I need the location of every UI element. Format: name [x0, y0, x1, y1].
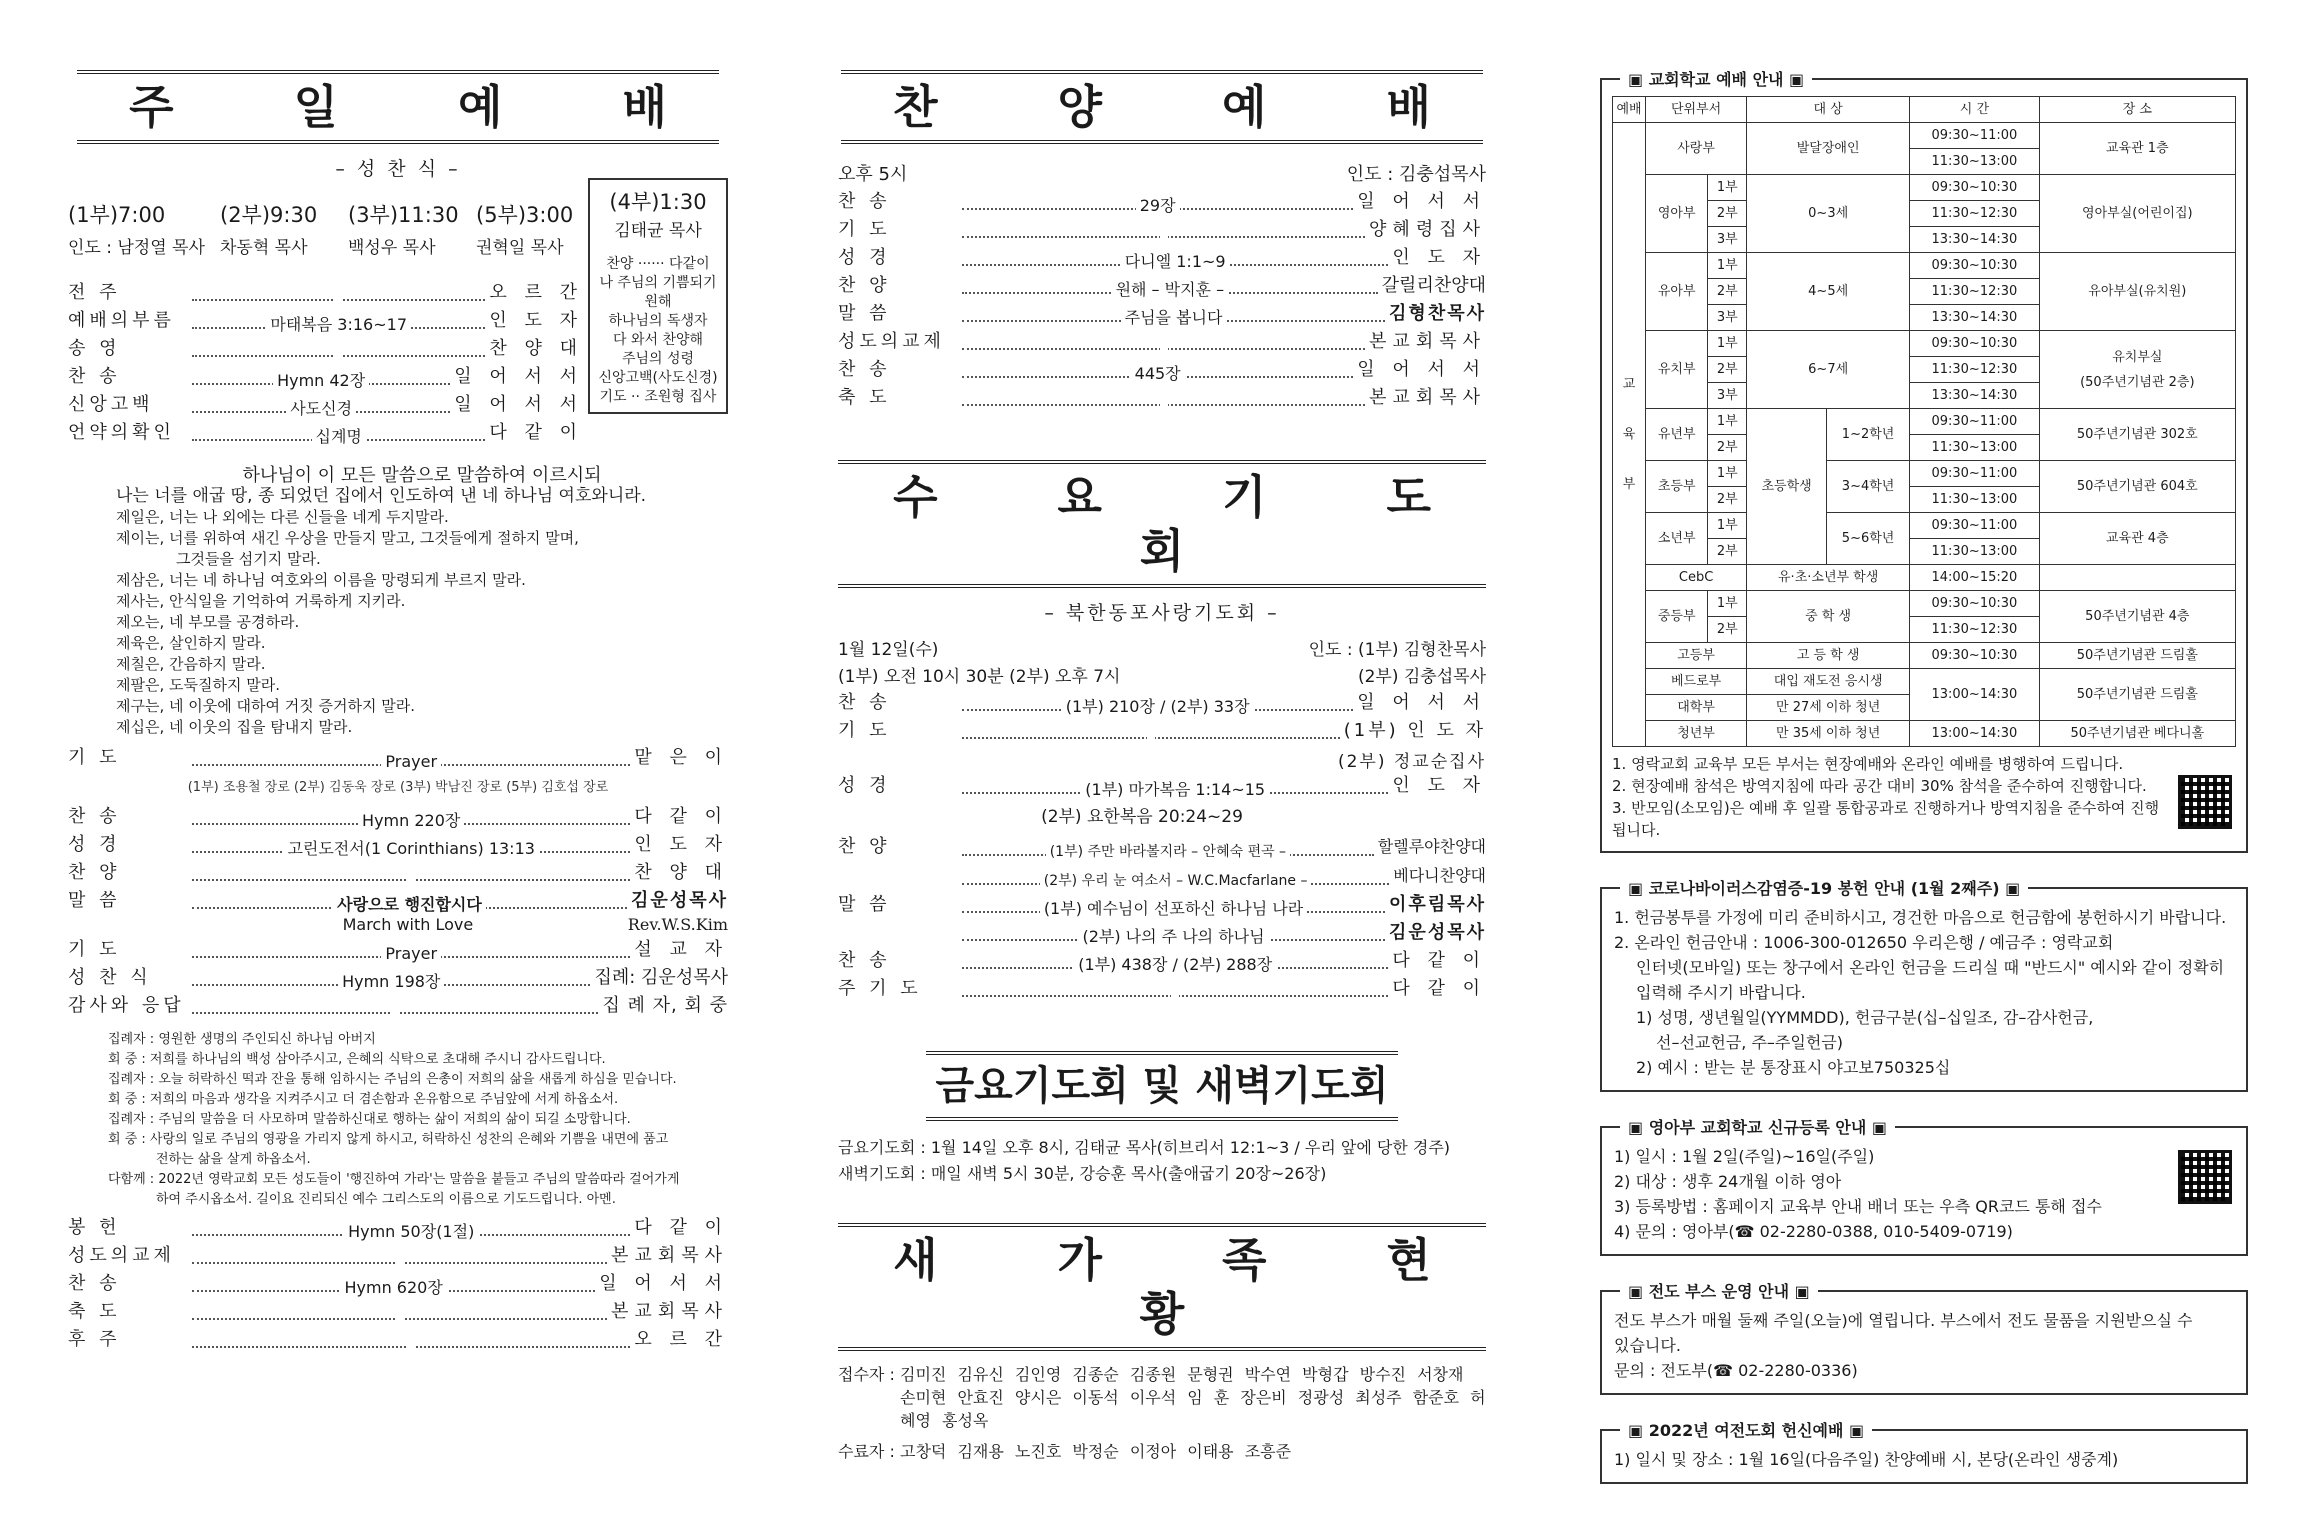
text: 2. 온라인 헌금안내 : 1006-300-012650 우리은행 / 예금주 : 영락교회	[1614, 933, 2114, 952]
weekday-services-column	[838, 70, 1486, 1463]
text: 선–선교헌금, 주–주일헌금)	[1656, 1033, 1843, 1052]
text: 봉 헌	[68, 1217, 121, 1238]
text: 본교회목사	[611, 1301, 728, 1322]
text: 인도 : 남정열 목사	[68, 238, 205, 258]
text: 감사와 응답	[68, 995, 185, 1016]
text: 찬 양 대	[634, 862, 728, 883]
text: 금요기도회 : 1월 14일 오후 8시, 김태균 목사(히브리서 12:1~3 / 우리 앞에 당한 경주)	[838, 1138, 1451, 1157]
text: 회 중 : 사랑의 일로 주님의 영광을 가리지 않게 하시고, 허락하신 성찬의 은혜와 기쁨을 내면에 품고	[108, 1132, 669, 1147]
text: 인 도 자	[1392, 247, 1486, 268]
text: 시 간	[1910, 97, 2040, 123]
text: 일 어 서 서	[1357, 191, 1486, 212]
text: 십계명	[312, 427, 366, 446]
order-row	[68, 421, 583, 447]
infant-registration-box	[1600, 1118, 2248, 1256]
sunday-service-column	[68, 70, 728, 1356]
sermon-title-en: March with Love	[342, 915, 474, 934]
text: 예배	[1613, 97, 1646, 123]
text: 제칠은, 간음하지 말라.	[116, 655, 266, 673]
qr-code-icon	[2178, 1150, 2232, 1204]
new-family-registrants	[838, 1363, 1486, 1432]
text: 본교회목사	[1369, 331, 1486, 352]
text	[1171, 983, 1179, 1002]
qr-code-icon	[2178, 775, 2232, 829]
text: 집례자 : 주님의 말씀을 더 사모하며 말씀하신대로 행하는 삶이 저희의 삶이 되길 소망합니다.	[108, 1112, 631, 1127]
wednesday-date: 1월 12일(수)	[838, 640, 939, 660]
text: (2부)9:30	[220, 203, 318, 227]
text: 찬 송	[68, 366, 121, 387]
text: ▣ 전도 부스 운영 안내 ▣	[1620, 1279, 1818, 1304]
text: 집 례 자, 회 중	[602, 995, 728, 1016]
praise-leader: 인도 : 김충섭목사	[1346, 164, 1486, 185]
text: 성 경	[838, 247, 891, 268]
text: 김운성목사	[1389, 922, 1486, 943]
service-time-2	[220, 199, 317, 258]
text: 찬 양	[68, 862, 121, 883]
text: 인 도 자	[489, 310, 583, 331]
text: 찬 송	[68, 806, 121, 827]
text: 송 영	[68, 338, 121, 359]
text: (4부)1:30	[609, 190, 707, 214]
text: 성도의교제	[838, 331, 945, 352]
evangelism-booth-box	[1600, 1282, 2248, 1395]
order-row	[68, 889, 728, 915]
text: 29장	[1136, 196, 1180, 215]
wednesday-prayer-2: (2부) 정교순집사	[1337, 752, 1486, 772]
text: 1. 헌금봉투를 가정에 미리 준비하시고, 경건한 마음으로 헌금함에 봉헌하시기 바랍니다.	[1614, 908, 2227, 927]
text: (1부) 마가복음 1:14~15	[1081, 780, 1269, 799]
text: 수료자 :	[838, 1442, 895, 1461]
text: 4) 문의 : 영아부(☎ 02-2280-0388, 010-5409-0719)	[1614, 1222, 2013, 1241]
text: 주님을 봅니다	[1121, 308, 1227, 327]
text: 다함께 : 2022년 영락교회 모든 성도들이 '행진하여 가라'는 말씀을 붙들고 주님의 말씀따라 걸어가게	[108, 1172, 680, 1187]
text	[407, 1334, 415, 1353]
text: 찬 양	[838, 836, 891, 857]
text: 김운성목사	[631, 890, 728, 911]
wednesday-subtitle: – 북한동포사랑기도회 –	[1044, 602, 1280, 624]
text: 문의 : 전도부(☎ 02-2280-0336)	[1614, 1361, 1858, 1380]
text: Prayer	[381, 752, 441, 771]
text: 백성우 목사	[348, 238, 436, 258]
text: 일 어 서 서	[599, 1273, 728, 1294]
text: 2) 예시 : 받는 분 통장표시 야고보750325십	[1636, 1058, 1951, 1077]
text: 다 같 이	[1392, 950, 1486, 971]
text: 기도 ·· 조원형 집사	[599, 389, 717, 405]
text: 성 경	[68, 834, 121, 855]
text: 1) 일시 : 1월 2일(주일)~16일(주일)	[1614, 1147, 1875, 1166]
communion-litany	[68, 1030, 728, 1210]
text: 성 찬 식	[68, 967, 152, 988]
ten-commandments	[68, 465, 728, 738]
text: 제오는, 네 부모를 공경하라.	[116, 613, 300, 631]
text: 찬양 ······ 다같이	[606, 256, 710, 272]
text: 다 같 이	[634, 1217, 728, 1238]
service-time-3	[348, 199, 459, 258]
text: 회 중 : 저희를 하나님의 백성 삼아주시고, 은혜의 식탁으로 초대해 주시니 감사드립니다.	[108, 1052, 606, 1067]
text: 1) 성명, 생년월일(YYMMDD), 헌금구분(십–십일조, 감–감사헌금,	[1636, 1008, 2094, 1027]
text: 차동혁 목사	[220, 238, 308, 258]
text: (1부) 주만 바라볼지라 – 안혜숙 편곡 –	[1046, 844, 1290, 860]
text: 본교회목사	[611, 1245, 728, 1266]
text: ▣ 2022년 여전도회 헌신예배 ▣	[1620, 1418, 1872, 1443]
sunday-title: 주 일 예 배	[77, 70, 719, 144]
text: 제이는, 너를 위하여 새긴 우상을 만들지 말고, 그것들에게 절하지 말며,	[116, 529, 579, 547]
text: Prayer	[381, 944, 441, 963]
text: 나 주님의 기쁨되기 원해	[599, 275, 717, 310]
text: 설 교 자	[634, 939, 728, 960]
praise-title: 찬 양 예 배	[841, 70, 1483, 144]
order-row	[838, 774, 1486, 800]
text: 제삼은, 너는 네 하나님 여호와의 이름을 망령되게 부르지 말라.	[116, 571, 526, 589]
womens-service-box	[1600, 1421, 2248, 1484]
text: ▣ 교회학교 예배 안내 ▣	[1620, 67, 1812, 92]
order-row	[838, 719, 1486, 745]
text: 다 같 이	[1392, 978, 1486, 999]
text: 원해 – 박지훈 –	[1112, 280, 1229, 299]
text: (2부) 나의 주 나의 하나님	[1078, 927, 1268, 946]
text: 찬 송	[838, 692, 891, 713]
text: 고창덕 김재용 노진호 박정순 이정아 이태용 조흥준	[900, 1442, 1292, 1461]
wednesday-leader-1: 인도 : (1부) 김형찬목사	[1308, 640, 1486, 660]
announcements-column	[1600, 70, 2248, 1518]
text: Hymn 42장	[273, 371, 369, 390]
prayer-elders: (1부) 조용철 장로 (2부) 김동욱 장로 (3부) 박남진 장로 (5부) 김호섭 장로	[187, 780, 609, 795]
text: 인터넷(모바일) 또는 창구에서 온라인 헌금을 드리실 때 "반드시" 예시와 같이 정확히	[1636, 958, 2225, 977]
church-school-notes	[1612, 753, 2236, 841]
text: 일 어 서 서	[454, 394, 583, 415]
text: 찬 양 대	[489, 338, 583, 359]
wednesday-leader-2: (2부) 김충섭목사	[1357, 667, 1486, 687]
text: Hymn 50장(1절)	[344, 1222, 478, 1241]
text: 사랑으로 행진합시다	[333, 895, 486, 914]
text	[391, 1000, 399, 1019]
text: 새벽기도회 : 매일 새벽 5시 30분, 강승훈 목사(출애굽기 20장~26장)	[838, 1164, 1327, 1183]
order-row	[838, 977, 1486, 1003]
text: 찬 송	[838, 191, 891, 212]
friday-title: 금요기도회 및 새벽기도회	[926, 1051, 1399, 1121]
text: 고린도전서(1 Corinthians) 13:13	[283, 839, 539, 858]
church-school-table: 예배 단위부서 대 상 시 간 장 소 교 육 부 사랑부 발달장애인 09:30~11:00 교육관 1층 11:30~13:00 영아부 1부 0~3세 09:30~10:30 영아부실(어린이집) 2부 11:30~12:30 3부 13:30~14:30 유아부 1부 4~5세 09:30~10:30 유아부실(유치원) 2부 11:30~12:30 3부 13:30~14:30 유치부 1부 6~7세 09:30~10:30 유치부실 (50주년기념관 2층) 2부 11:30~12:30 3부 13:30~14:30 유년부 1부 초등학생 1~2학년 09:30~11:00 50주년기념관 302호 2부 11:30~13:00 초등부 1부 3~4학년 09:30~11:00 50주년기념관 604호 2부 11:30~13:00 소년부 1부 5~6학년 09:30~11:00 교육관 4층 2부 11:30~13:00 CebC 유·초·소년부 학생 14:00~15:20 중등부 1부 중 학 생 09:30~10:30 50주년기념관 4층 2부 11:30~12:30 고등부 고 등 학 생 09:30~10:30 50주년기념관 드림홀 베드로부 대입 재도전 응시생 13:00~14:30 50주년기념관 드림홀 대학부 만 27세 이하 청년 청년부 만 35세 이하 청년 13:00~14:30 50주년기념관 베다니홀	[1612, 96, 2236, 747]
text: 예배의부름	[68, 310, 175, 331]
text: 그것들을 섬기지 말라.	[176, 550, 321, 568]
text: 다 와서 찬양해	[612, 332, 704, 348]
text: 양혜령집사	[1369, 219, 1486, 240]
text: 마태복음 3:16~17	[266, 315, 411, 334]
text: 김미진 김유신 김인영 김종순 김종원 문형권 박수연 박형갑 방수진 서창재 손미현 안효진 양시은 이동석 이우석 임 훈 장은비 정광성 최성주 함준호 허혜영 홍성옥	[900, 1365, 1486, 1430]
text: (1부) 인 도 자	[1343, 720, 1486, 741]
text: 인 도 자	[1392, 775, 1486, 796]
wednesday-title: 수 요 기 도 회	[838, 460, 1486, 588]
text: 집례자 : 영원한 생명의 주인되신 하나님 아버지	[108, 1032, 376, 1047]
order-of-worship-2	[68, 805, 728, 1020]
text: 김태균 목사	[614, 221, 702, 241]
text: 베다니찬양대	[1393, 866, 1486, 885]
text: 축 도	[838, 387, 891, 408]
prayer-row	[68, 746, 728, 772]
covid-offering-box	[1600, 879, 2248, 1092]
text: 회 중 : 저희의 마음과 생각을 지켜주시고 더 겸손함과 온유함으로 주님앞에 서게 하옵소서.	[108, 1092, 619, 1107]
text: 찬 송	[838, 359, 891, 380]
order-of-worship-3	[68, 1216, 728, 1354]
text: 3) 등록방법 : 홈페이지 교육부 안내 배너 또는 우측 QR코드 통해 접수	[1614, 1197, 2102, 1216]
text: 말 씀	[838, 303, 891, 324]
text: (1부)7:00	[68, 203, 166, 227]
text: 2. 현장예배 참석은 방역지침에 따라 공간 대비 30% 참석을 준수하여 진행합니다.	[1612, 777, 2147, 795]
text: 집례: 김운성목사	[594, 967, 728, 988]
text: 할렐루야찬양대	[1377, 837, 1486, 856]
text: 단위부서	[1646, 97, 1747, 123]
text: 전 주	[68, 282, 121, 303]
text: (2부) 우리 눈 여소서 – W.C.Macfarlane –	[1040, 873, 1312, 889]
text: Hymn 198장	[338, 972, 444, 991]
church-school-box	[1600, 70, 2248, 853]
text: 찬 송	[838, 950, 891, 971]
text: 주님의 성령	[621, 351, 695, 367]
text: 있습니다.	[1614, 1336, 1681, 1355]
text: (1부) 210장 / (2부) 33장	[1062, 697, 1254, 716]
text: 제육은, 살인하지 말라.	[116, 634, 266, 652]
service-time-5	[476, 199, 573, 258]
text: 김형찬목사	[1389, 303, 1486, 324]
text: 제팔은, 도둑질하지 말라.	[116, 676, 280, 694]
service-time-1	[68, 199, 205, 258]
text: 권혁일 목사	[476, 238, 564, 258]
order-row	[68, 1328, 728, 1354]
text: 집례자 : 오늘 허락하신 떡과 잔을 통해 임하시는 주님의 은총이 저희의 삶을 새롭게 하심을 믿습니다.	[108, 1072, 677, 1087]
text: 성도의교제	[68, 1245, 175, 1266]
fourth-service-box	[588, 178, 728, 414]
text: 전하는 삶을 살게 하옵소서.	[156, 1152, 311, 1167]
text: 일 어 서 서	[454, 366, 583, 387]
text: 본교회목사	[1369, 387, 1486, 408]
text: 맡 은 이	[634, 747, 728, 768]
text: 제일은, 너는 나 외에는 다른 신들을 네게 두지말라.	[116, 508, 449, 526]
text	[1147, 725, 1155, 744]
text: (1부) 438장 / (2부) 288장	[1074, 955, 1276, 974]
text: 하나님의 독생자	[608, 313, 708, 329]
text: 입력해 주시기 바랍니다.	[1636, 983, 1806, 1002]
text: 다 같 이	[489, 422, 583, 443]
text: ▣ 영아부 교회학교 신규등록 안내 ▣	[1620, 1115, 1895, 1140]
wednesday-scripture-2: (2부) 요한복음 20:24~29	[1041, 807, 1243, 827]
text: 하여 주시옵소서. 길이요 진리되신 예수 그리스도의 이름으로 기도드립니다. 아멘.	[156, 1192, 616, 1207]
text: 말 씀	[838, 894, 891, 915]
new-family-graduates	[838, 1440, 1486, 1463]
text: 일 어 서 서	[1357, 692, 1486, 713]
text: 인 도 자	[634, 834, 728, 855]
text: 축 도	[68, 1301, 121, 1322]
text: 기 도	[68, 747, 121, 768]
new-family-title: 새 가 족 현 황	[838, 1223, 1486, 1351]
text: 장 소	[2039, 97, 2235, 123]
text: 찬 양	[838, 275, 891, 296]
text: 오 르 간	[634, 1329, 728, 1350]
text: (3부)11:30	[348, 203, 459, 227]
text: 1) 일시 및 장소 : 1월 16일(다음주일) 찬양예배 시, 본당(온라인 생중계)	[1614, 1450, 2119, 1469]
text: 언약의확인	[68, 422, 175, 443]
order-row	[838, 386, 1486, 412]
text: 주 기 도	[838, 978, 922, 999]
text: 기 도	[68, 939, 121, 960]
text: 1. 영락교회 교육부 모든 부서는 현장예배와 온라인 예배를 병행하여 드립니다.	[1612, 755, 2124, 773]
text: 오 르 간	[489, 282, 583, 303]
text: 접수자 :	[838, 1365, 895, 1384]
text: 기 도	[838, 720, 891, 741]
text: 445장	[1131, 364, 1185, 383]
text: 사도신경	[286, 399, 356, 418]
wednesday-times: (1부) 오전 10시 30분 (2부) 오후 7시	[838, 667, 1121, 687]
friday-info	[838, 1135, 1486, 1187]
text: 하나님이 이 모든 말씀으로 말씀하여 이르시되	[242, 465, 602, 486]
text	[1160, 392, 1168, 411]
praise-time: 오후 5시	[838, 164, 908, 185]
text: 말 씀	[68, 890, 121, 911]
text: 갈릴리찬양대	[1381, 275, 1486, 296]
text: 제구는, 네 이웃에 대하여 거짓 증거하지 말라.	[116, 697, 415, 715]
text: 전도 부스가 매월 둘째 주일(오늘)에 열립니다. 부스에서 전도 물품을 지원받으실 수	[1614, 1311, 2193, 1330]
text: ▣ 코로나바이러스감염증-19 봉헌 안내 (1월 2째주) ▣	[1620, 876, 2028, 901]
text: Hymn 620장	[340, 1278, 446, 1297]
preacher-en: Rev.W.S.Kim	[627, 915, 728, 934]
order-row	[68, 994, 728, 1020]
text: 제십은, 네 이웃의 집을 탐내지 말라.	[116, 718, 353, 736]
text: (5부)3:00	[476, 203, 574, 227]
text: 찬 송	[68, 1273, 121, 1294]
text: 일 어 서 서	[1357, 359, 1486, 380]
text: (1부) 예수님이 선포하신 하나님 나라	[1040, 899, 1307, 918]
text: 기 도	[838, 219, 891, 240]
text: 3. 반모임(소모임)은 예배 후 일괄 통합공과로 진행하거나 방역지침을 준수하여 진행됩니다.	[1612, 799, 2160, 839]
order-of-worship-1	[68, 281, 583, 447]
text: 다니엘 1:1~9	[1121, 252, 1230, 271]
text: 신앙고백(사도신경)	[598, 370, 718, 386]
text: 신앙고백	[68, 394, 154, 415]
sunday-subtitle: – 성 찬 식 –	[335, 158, 461, 180]
praise-order	[838, 190, 1486, 412]
text: 성 경	[838, 775, 891, 796]
text: 후 주	[68, 1329, 121, 1350]
text: 이후림목사	[1389, 894, 1486, 915]
text: 대 상	[1747, 97, 1910, 123]
text: 2) 대상 : 생후 24개월 이하 영아	[1614, 1172, 1842, 1191]
text: 제사는, 안식일을 기억하여 거룩하게 지키라.	[116, 592, 406, 610]
text: 나는 너를 애굽 땅, 종 되었던 집에서 인도하여 낸 네 하나님 여호와니라.	[116, 486, 647, 506]
text: Hymn 220장	[358, 811, 464, 830]
wednesday-order	[838, 691, 1486, 1003]
text: 다 같 이	[634, 806, 728, 827]
